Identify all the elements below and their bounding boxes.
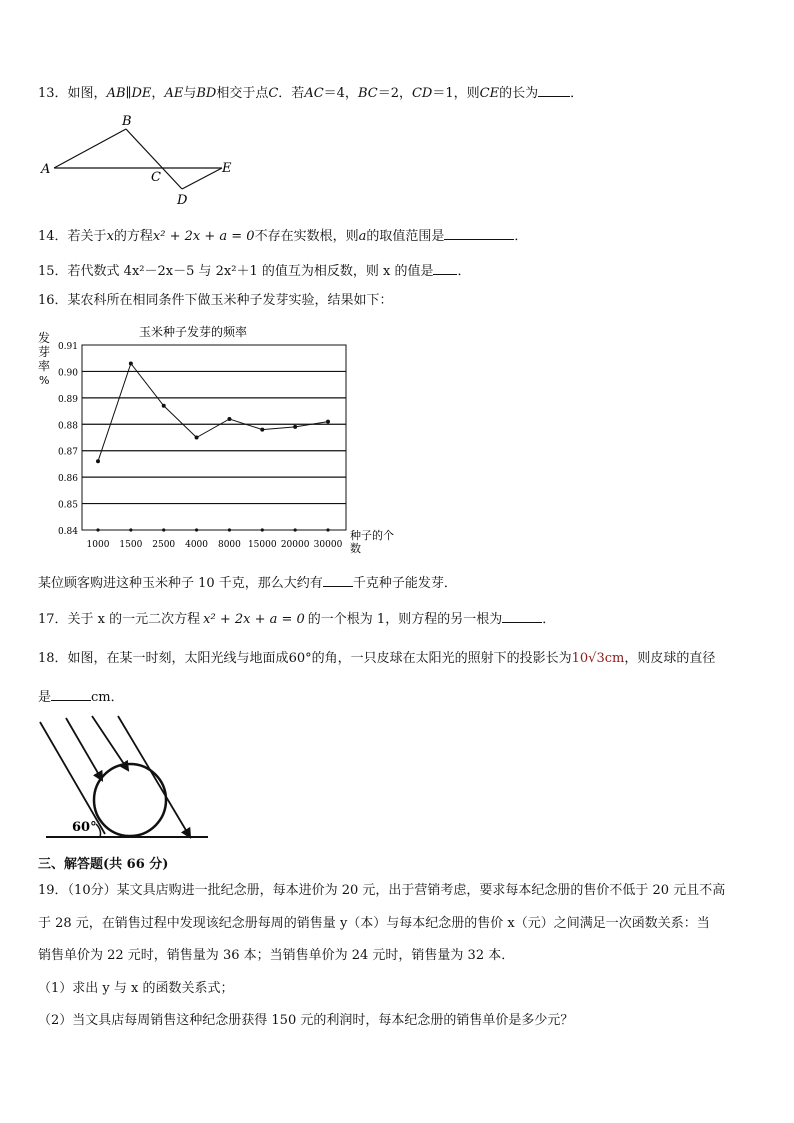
data-point [129, 362, 133, 366]
x-tick-label: 30000 [313, 540, 343, 550]
sun-ray-left [40, 722, 105, 834]
germination-chart [34, 318, 414, 560]
y-tick-label: 0.90 [57, 368, 78, 379]
x-tick-label: 15000 [247, 540, 277, 550]
x-tick-dot [195, 528, 198, 531]
question-19-part-1: （1）求出 y 与 x 的函数关系式； [38, 981, 234, 996]
label-b: B [122, 114, 132, 129]
triangle-figure [38, 112, 238, 207]
x-tick-label: 20000 [280, 540, 310, 550]
label-a: A [41, 162, 51, 177]
question-16: 16．某农科所在相同条件下做玉米种子发芽实验，结果如下： [38, 293, 393, 308]
sun-ray-right [118, 716, 190, 837]
answer-blank[interactable] [433, 260, 457, 275]
y-tick-label: 0.87 [57, 447, 78, 458]
data-point [96, 459, 100, 463]
answer-blank[interactable] [51, 686, 91, 701]
plot-frame [82, 345, 346, 530]
label-e: E [222, 161, 232, 176]
y-tick-label: 0.88 [57, 421, 78, 432]
segment-de [182, 168, 222, 189]
answer-blank[interactable] [538, 82, 570, 97]
question-14: 14．若关于x的方程x² + 2x + a = 0不存在实数根，则a的取值范围是 ． [38, 225, 527, 246]
x-tick-dot [96, 528, 99, 531]
y-tick-label: 0.86 [57, 474, 78, 485]
series-line [98, 364, 328, 462]
y-axis-label-4: % [39, 374, 50, 387]
y-tick-label: 0.89 [57, 394, 78, 405]
question-19-line-1: 19．（10分）某文具店购进一批纪念册，每本进价为 20 元，出于营销考虑，要求每本纪念册的售价不低于 20 元且不高 [38, 883, 726, 898]
x-tick-dot [228, 528, 231, 531]
x-tick-label: 8000 [217, 540, 241, 550]
angle-label: 60° [72, 820, 97, 835]
y-tick-label: 0.91 [57, 342, 78, 352]
data-point [326, 420, 330, 424]
question-17: 17．关于 x 的一元二次方程 x² + 2x + a = 0 的一个根为 1，则方程的另一根为 ． [38, 608, 555, 629]
ball-shadow-figure [36, 712, 226, 842]
x-tick-dot [294, 528, 297, 531]
y-axis-label-3: 率 [38, 359, 51, 373]
x-tick-dot [261, 528, 264, 531]
x-tick-dot [326, 528, 329, 531]
question-19-line-3: 销售单价为 22 元时，销售量为 36 本；当销售单价为 24 元时，销售量为 32 本． [38, 948, 515, 963]
x-axis-label-1: 种子的个 [350, 529, 394, 542]
answer-blank[interactable] [444, 225, 514, 240]
x-tick-label: 2500 [152, 540, 176, 550]
x-axis-label-2: 数 [350, 542, 361, 555]
y-axis-label-2: 芽 [38, 345, 51, 359]
y-tick-label: 0.84 [57, 527, 78, 537]
data-point [162, 404, 166, 408]
x-tick-label: 4000 [185, 540, 209, 550]
data-point [227, 417, 231, 421]
section-title: 三、解答题(共 66 分) [38, 857, 169, 872]
answer-blank[interactable] [323, 572, 353, 587]
label-c: C [151, 170, 161, 185]
y-tick-label: 0.85 [57, 500, 78, 511]
data-point [195, 436, 199, 440]
ball [94, 764, 166, 836]
question-19-line-2: 于 28 元，在销售过程中发现该纪念册每周的销售量 y（本）与每本纪念册的售价 x（元）之间满足一次函数关系：当 [38, 916, 710, 931]
answer-blank[interactable] [502, 608, 542, 623]
x-tick-label: 1000 [86, 540, 110, 550]
question-18-cont: 是 cm． [38, 686, 124, 707]
x-tick-dot [129, 528, 132, 531]
label-d: D [177, 193, 188, 207]
question-16-followup: 某位顾客购进这种玉米种子 10 千克，那么大约有 千克种子能发芽． [38, 572, 457, 593]
segment-ab [54, 129, 126, 168]
question-18: 18．如图，在某一时刻，太阳光线与地面成60°的角，一只皮球在太阳光的照射下的投影长为10√3cm，则皮球的直径 [38, 651, 716, 666]
question-19-part-2: （2）当文具店每周销售这种纪念册获得 150 元的利润时，每本纪念册的销售单价是多少元？ [38, 1013, 574, 1028]
x-tick-label: 1500 [119, 540, 143, 550]
chart-title: 玉米种子发芽的频率 [139, 325, 248, 339]
y-axis-label-1: 发 [38, 331, 51, 345]
question-15: 15．若代数式 4x²－2x－5 与 2x²＋1 的值互为相反数，则 x 的值是 ． [38, 260, 470, 281]
sun-ray-2 [66, 718, 102, 780]
x-tick-dot [162, 528, 165, 531]
question-13: 13．如图，AB∥DE，AE与BD相交于点C．若AC＝4，BC＝2，CD＝1，则CE的长为 ． [38, 82, 583, 103]
data-point [293, 425, 297, 429]
data-point [260, 428, 264, 432]
